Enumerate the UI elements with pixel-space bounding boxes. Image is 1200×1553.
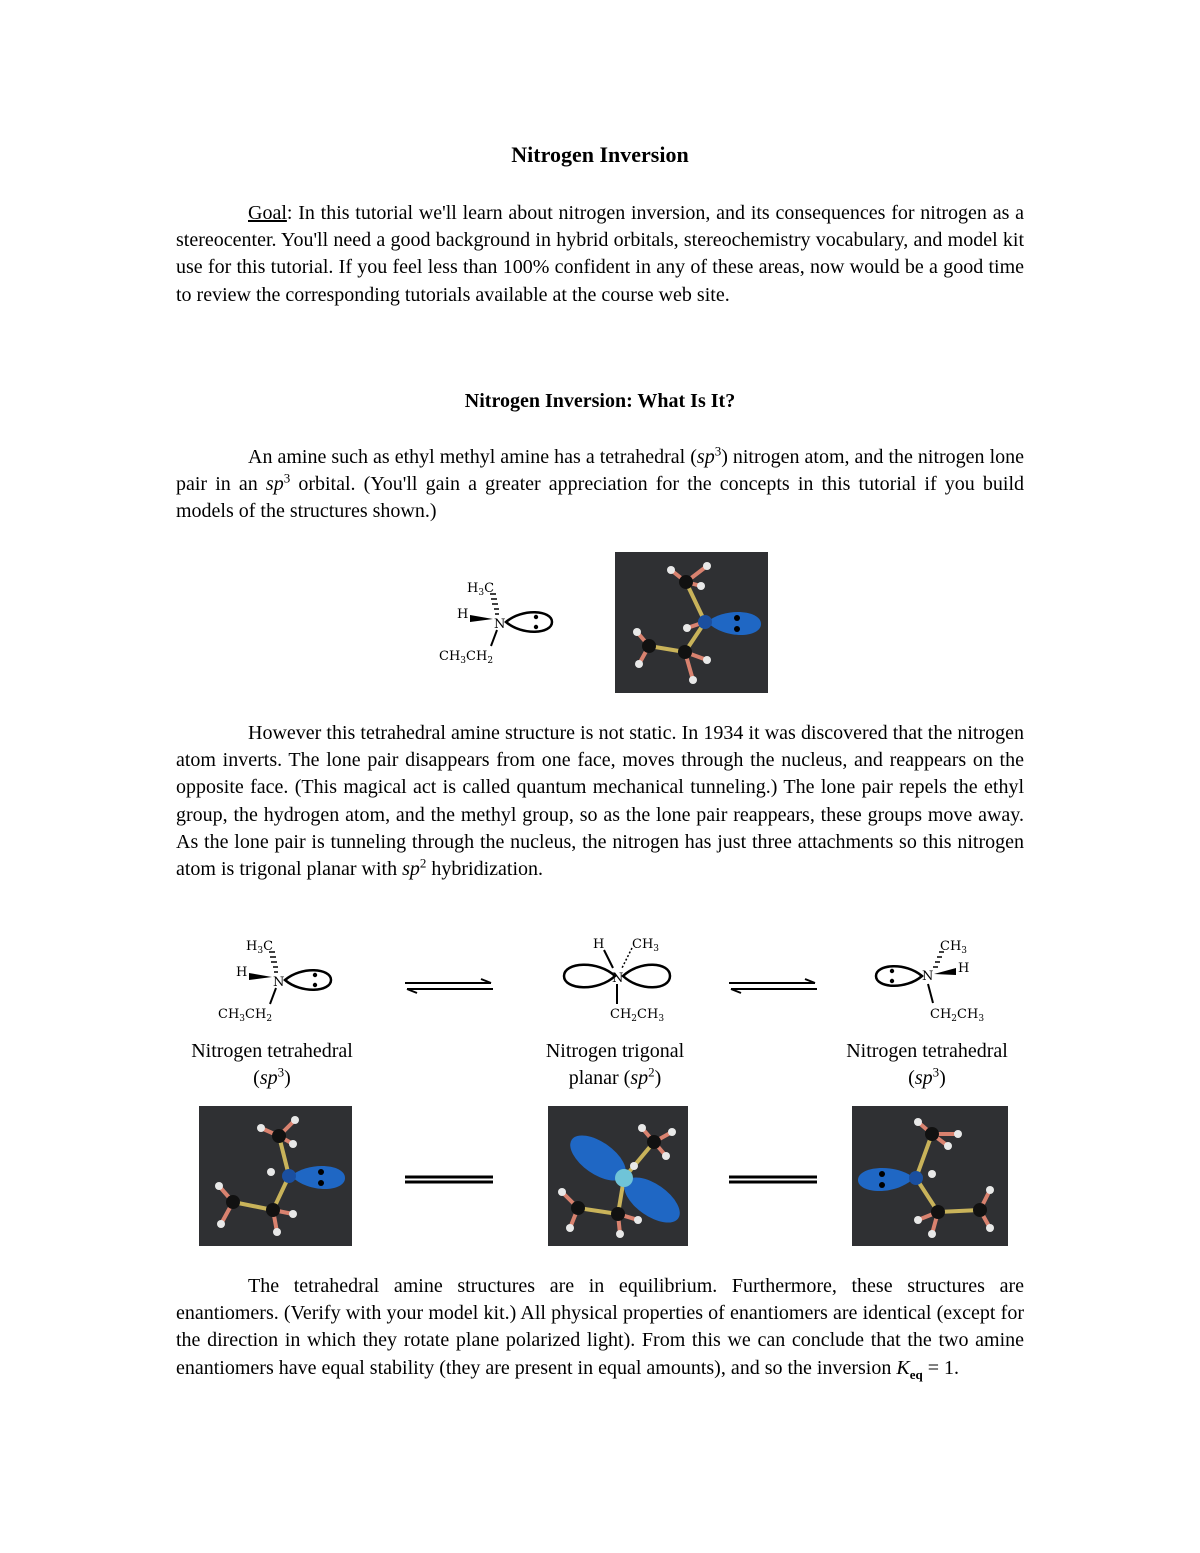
amine-structure-drawing <box>430 572 560 672</box>
paragraph-equilibrium: The tetrahedral amine structures are in equilibrium. Furthermore, these structures are enantiomers. (Verify with your model kit.) All physical properties of enantiomers are identical (except for the direction in which they rotate plane polarized light). From this we can conclude that the two amine enantiomers have equal stability (they are present in equal amounts), and so the inversion $K_{eq} = 1$. <box>176 1275 1024 1382</box>
model-photo-tetrahedral-1 <box>615 552 768 693</box>
equilibrium-arrow-2 <box>727 978 819 994</box>
svg-text:N: N <box>922 969 934 984</box>
svg-text:CH3: $CH_3$ <box>940 939 968 956</box>
paragraph-inversion: However this tetrahedral amine structure is not static. In 1934 it was discovered that the nitrogen atom inverts. The lone pair disappears from one face, moves through the nucleus, and reappears on the opposite face. (This magical act is called quantum mechanical tunneling.) The lone pair repels the ethyl group, the hydrogen atom, and the methyl group, so as the lone pair reappears, these groups move away. As the lone pair is tunneling through the nucleus, the nitrogen has just three attachments so this nitrogen atom is trigonal planar with $sp^2$ hybridization. <box>176 722 1024 881</box>
caption-right: Nitrogen tetrahedral $(sp^3)$ <box>846 1040 1008 1089</box>
svg-text:N: N <box>612 971 624 986</box>
section-heading: Nitrogen Inversion: What Is It? <box>464 390 736 412</box>
structure-trigonal-planar <box>560 930 680 1030</box>
label-ch3ch2: $CH_3CH_2$ <box>439 649 494 666</box>
goal-paragraph <box>176 200 1024 309</box>
svg-text:H3C: $H_3C$ <box>246 939 274 956</box>
structure-tetrahedral-left <box>200 930 340 1030</box>
svg-text:CH3: $CH_3$ <box>632 937 660 954</box>
model-photo-tetrahedral-right <box>852 1106 1008 1246</box>
page-title: Nitrogen Inversion <box>511 142 689 167</box>
svg-text:CH2CH3: $CH_2CH_3$ <box>930 1007 985 1024</box>
caption-left: Nitrogen tetrahedral $(sp^3)$ <box>191 1040 353 1089</box>
svg-text:N: N <box>273 975 285 990</box>
solid-wedge <box>470 615 493 622</box>
hashed-wedge <box>490 594 499 614</box>
model-photo-trigonal <box>548 1106 688 1246</box>
caption-middle: Nitrogen trigonal planar $(sp^2)$ <box>545 1040 685 1089</box>
svg-text:H: H <box>958 961 970 976</box>
svg-text:H: H <box>236 965 248 980</box>
goal-text: : In this tutorial we'll learn about nitrogen inversion, and its consequences for nitrogen as a stereocenter. You'll need a good background in hybrid orbitals, stereochemistry vocabulary, and model kit use for this tutorial. If you feel less than 100% confident in any of these areas, now would be a good time to review the corresponding tutorials available at the course web site. <box>176 202 1024 306</box>
arrow-photo-1 <box>403 1172 495 1188</box>
paragraph-intro: An amine such as ethyl methyl amine has a tetrahedral $(sp^3)$ nitrogen atom, and the nitrogen lone pair in an $sp^3$ orbital. (You'll gain a greater appreciation for the concepts in this tutorial if you build models of the structures shown.) <box>176 443 1025 523</box>
svg-text:CH2CH3: $CH_2CH_3$ <box>610 1007 665 1024</box>
model-photo-tetrahedral-left <box>199 1106 352 1246</box>
label-h: H <box>457 607 469 622</box>
structure-tetrahedral-right <box>870 930 1000 1030</box>
lone-pair-orbital <box>285 970 331 990</box>
svg-text:H: H <box>593 937 605 952</box>
lone-pair-orbital <box>506 612 552 632</box>
equilibrium-arrow-1 <box>403 978 495 994</box>
svg-text:CH3CH2: $CH_3CH_2$ <box>218 1007 273 1024</box>
arrow-photo-2 <box>727 1172 819 1188</box>
goal-label: Goal <box>248 202 287 224</box>
label-n: N <box>494 617 506 632</box>
label-h3c: $H_3C$ <box>467 581 495 598</box>
